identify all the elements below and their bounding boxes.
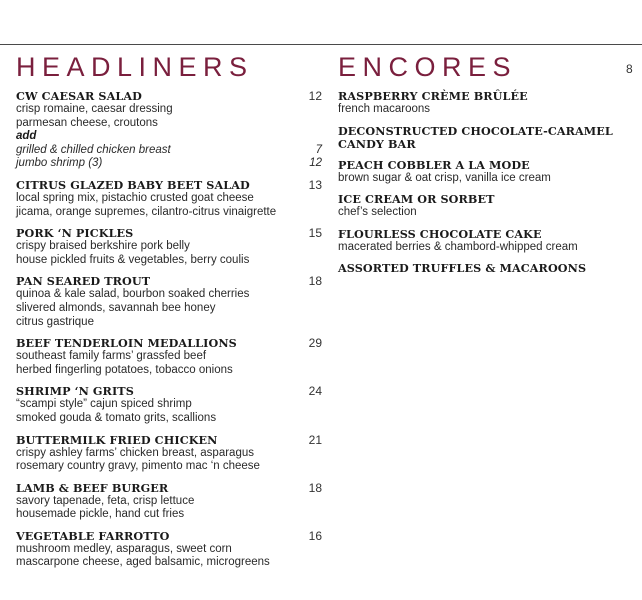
item-name: DECONSTRUCTED CHOCOLATE-CARAMEL xyxy=(338,123,613,138)
menu-item xyxy=(16,434,322,474)
menu-item xyxy=(16,275,322,329)
dessert-item xyxy=(338,90,638,117)
item-desc: mushroom medley, asparagus, sweet corn xyxy=(16,542,232,555)
item-desc: quinoa & kale salad, bourbon soaked cherries xyxy=(16,288,250,301)
addon-row xyxy=(16,144,322,158)
headliners-list xyxy=(16,90,322,578)
item-price: 15 xyxy=(308,226,322,241)
item-name: CITRUS GLAZED BABY BEET SALAD xyxy=(16,177,250,192)
item-price: 16 xyxy=(308,528,322,543)
item-price: 18 xyxy=(308,274,322,289)
item-name: VEGETABLE FARROTTO xyxy=(16,528,170,543)
item-name: BUTTERMILK FRIED CHICKEN xyxy=(16,432,218,447)
item-desc: housemade pickle, hand cut fries xyxy=(16,508,185,521)
item-desc: crisp romaine, caesar dressing xyxy=(16,103,173,115)
dessert-item xyxy=(338,193,638,220)
item-desc: local spring mix, pistachio crusted goat cheese xyxy=(16,191,254,204)
item-price: 18 xyxy=(308,480,322,495)
item-name: PORK ‘N PICKLES xyxy=(16,226,134,241)
item-name: BEEF TENDERLOIN MEDALLIONS xyxy=(16,336,237,351)
menu-item xyxy=(16,227,322,267)
menu-item xyxy=(16,90,322,171)
item-desc: mascarpone cheese, aged balsamic, microgreens xyxy=(16,556,270,569)
add-label: add xyxy=(16,130,37,143)
encores-heading: ENCORES xyxy=(338,52,518,82)
item-desc: parmesan cheese, croutons xyxy=(16,116,158,129)
item-desc: macerated berries & chambord-whipped cream xyxy=(338,240,578,253)
item-name: LAMB & BEEF BURGER xyxy=(16,480,169,495)
top-divider xyxy=(0,44,642,45)
item-desc: crispy braised berkshire pork belly xyxy=(16,240,190,253)
item-desc: crispy ashley farms’ chicken breast, asparagus xyxy=(16,446,254,459)
menu-item xyxy=(16,385,322,425)
headliners-heading: HEADLINERS xyxy=(16,52,254,82)
item-desc: citrus gastrique xyxy=(16,315,94,328)
addon-label: jumbo shrimp (3) xyxy=(16,157,103,170)
item-price: 21 xyxy=(308,432,322,447)
addon-label: grilled & chilled chicken breast xyxy=(16,143,171,156)
dessert-item xyxy=(338,125,638,151)
page-number: 8 xyxy=(626,62,633,76)
item-price: 13 xyxy=(308,177,322,192)
item-name-continued: CANDY BAR xyxy=(338,136,416,151)
item-desc: slivered almonds, savannah bee honey xyxy=(16,301,216,314)
item-price: 24 xyxy=(308,384,322,399)
item-desc: brown sugar & oat crisp, vanilla ice cream xyxy=(338,171,551,184)
dessert-item xyxy=(338,262,638,275)
addon-price: 12 xyxy=(309,157,322,170)
item-name: PEACH COBBLER A LA MODE xyxy=(338,157,530,172)
item-name: CW CAESAR SALAD xyxy=(16,89,142,103)
item-desc: house pickled fruits & vegetables, berry coulis xyxy=(16,253,250,266)
item-price: 12 xyxy=(308,89,322,103)
item-price: 29 xyxy=(308,336,322,351)
addon-row xyxy=(16,157,322,171)
encores-list xyxy=(338,90,638,283)
item-desc: “scampi style” cajun spiced shrimp xyxy=(16,398,192,411)
item-desc: rosemary country gravy, pimento mac ‘n cheese xyxy=(16,460,260,473)
dessert-item xyxy=(338,159,638,186)
menu-item xyxy=(16,179,322,219)
item-name: ASSORTED TRUFFLES & MACAROONS xyxy=(338,261,587,276)
dessert-item xyxy=(338,228,638,255)
item-desc: savory tapenade, feta, crisp lettuce xyxy=(16,494,195,507)
item-desc: smoked gouda & tomato grits, scallions xyxy=(16,411,217,424)
item-desc: southeast family farms’ grassfed beef xyxy=(16,350,207,363)
item-desc: herbed fingerling potatoes, tobacco onions xyxy=(16,363,233,376)
menu-item xyxy=(16,530,322,570)
item-name: FLOURLESS CHOCOLATE CAKE xyxy=(338,226,542,241)
item-name: SHRIMP ‘N GRITS xyxy=(16,384,134,399)
menu-item xyxy=(16,482,322,522)
item-desc: chef’s selection xyxy=(338,206,417,219)
item-name: ICE CREAM OR SORBET xyxy=(338,192,495,207)
addon-price: 7 xyxy=(315,143,322,156)
item-desc: french macaroons xyxy=(338,103,431,115)
item-desc: jicama, orange supremes, cilantro-citrus vinaigrette xyxy=(16,205,277,218)
menu-item xyxy=(16,337,322,377)
item-name: RASPBERRY CRÈME BRÛLÉE xyxy=(338,89,528,103)
item-name: PAN SEARED TROUT xyxy=(16,274,151,289)
